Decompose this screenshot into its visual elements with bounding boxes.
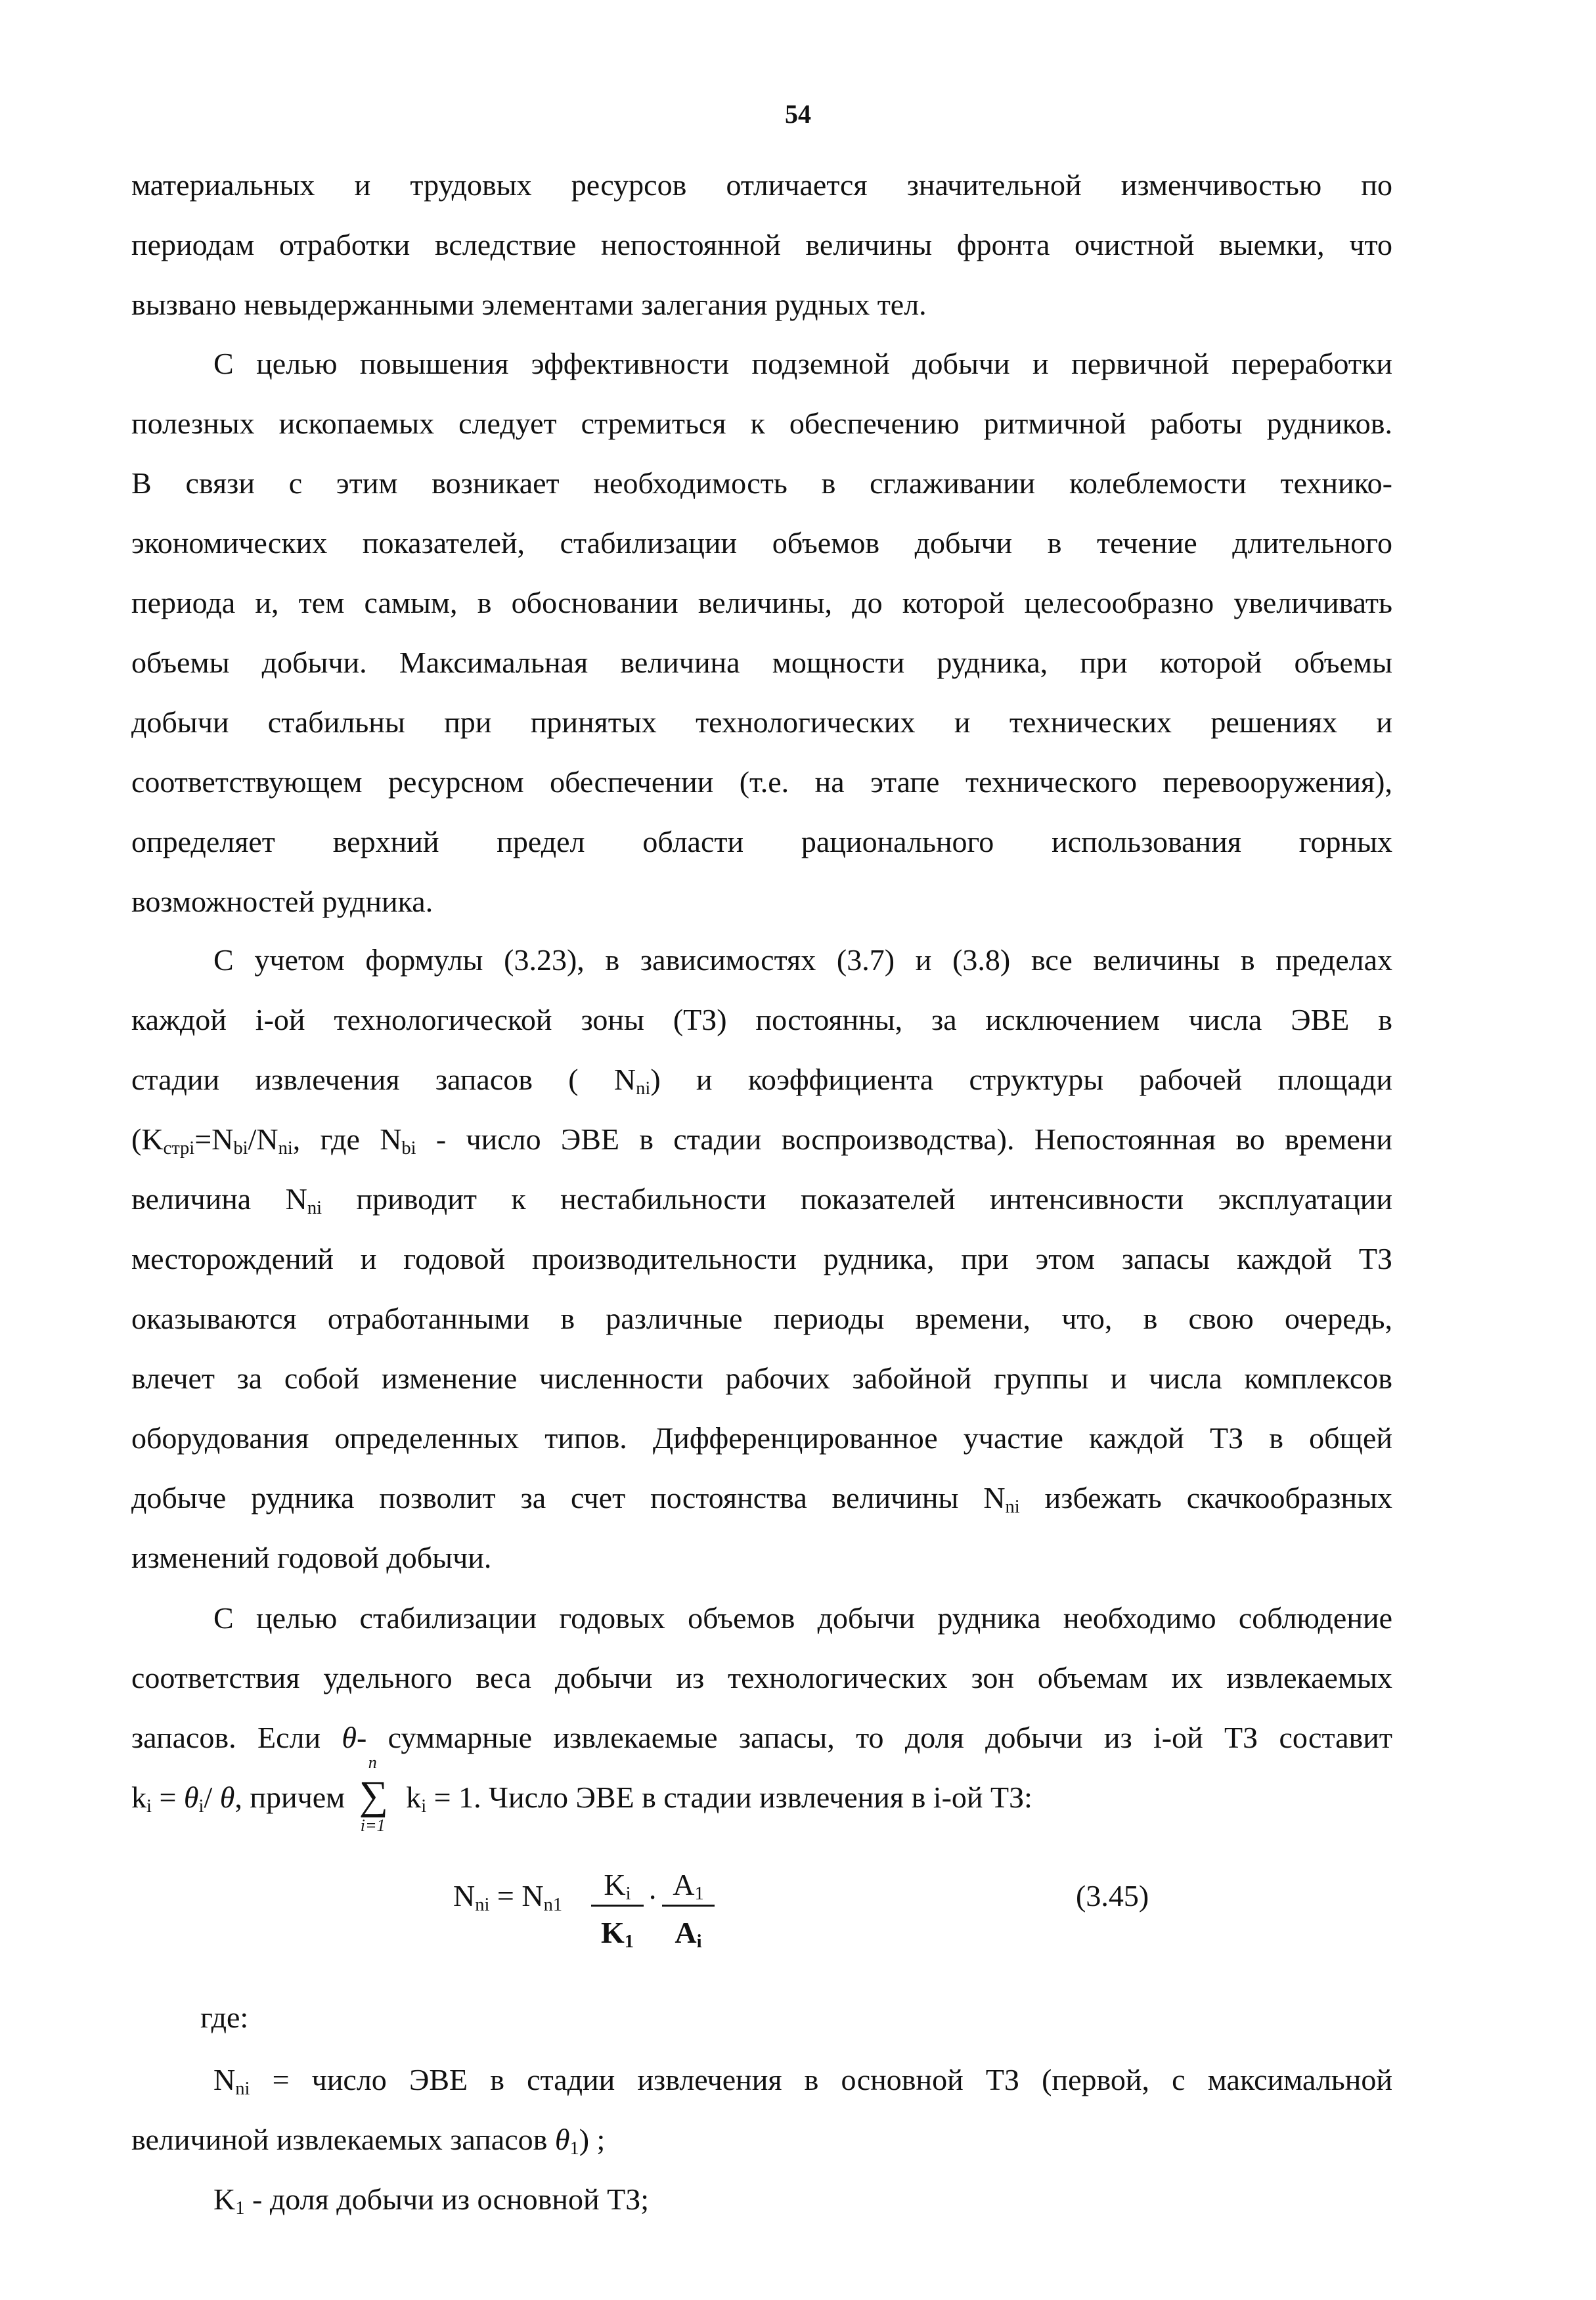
formula-3-45 — [453, 1865, 1241, 1983]
text-line: возможностей рудника. — [131, 885, 433, 918]
text-line: С целью стабилизации годовых объемов добычи рудника необходимо соблюдение — [213, 1601, 1392, 1635]
text-line: периодам отработки вследствие непостоянной величины фронта очистной выемки, что — [131, 228, 1392, 261]
fraction-a: $\frac{A_1}{A_i}$ — [662, 1865, 715, 1959]
page-number: 54 — [785, 99, 811, 129]
text-line: соответствующем ресурсном обеспечении (т.е. на этапе технического перевооружения), — [131, 765, 1392, 799]
text-line: каждой i-ой технологической зоны (ТЗ) постоянны, за исключением числа ЭВЕ в — [131, 1003, 1392, 1036]
text-line: С учетом формулы (3.23), в зависимостях (3.7) и (3.8) все величины в пределах — [213, 943, 1392, 977]
definitions — [131, 1987, 1392, 2229]
paragraph-2 — [131, 334, 1392, 931]
text-line: запасов. Если θ- суммарные извлекаемые запасы, то доля добычи из i-ой ТЗ составит — [131, 1721, 1392, 1754]
text-line: определяет верхний предел области рационального использования горных — [131, 825, 1392, 858]
text-line: $k_i = \theta_i/$ θ, причем n ∑ i=1 $k_i = 1$. Число ЭВЕ в стадии извлечения в i-ой ТЗ: — [131, 1753, 1032, 1836]
text-line: соответствия удельного веса добычи из технологических зон объемам их извлекаемых — [131, 1661, 1392, 1694]
text-line: добыче рудника позволит за счет постоянства величины $N_{ni}$ избежать скачкообразных — [131, 1481, 1392, 1518]
summation-sign: n ∑ i=1 — [359, 1753, 388, 1836]
text-line: полезных ископаемых следует стремиться к обеспечению ритмичной работы рудников. — [131, 407, 1392, 440]
definition-k1: $K_1$ - доля добычи из основной ТЗ; — [213, 2182, 650, 2219]
paragraph-3 — [131, 930, 1392, 1587]
text-line: оказываются отработанными в различные периоды времени, что, в свою очередь, — [131, 1302, 1392, 1335]
text-line: месторождений и годовой производительности рудника, при этом запасы каждой ТЗ — [131, 1242, 1392, 1275]
text-line: величина $N_{ni}$ приводит к нестабильности показателей интенсивности эксплуатации — [131, 1182, 1392, 1219]
text-line: влечет за собой изменение численности рабочих забойной группы и числа комплексов — [131, 1361, 1392, 1395]
where-label: где: — [200, 2001, 249, 2034]
text-line: ($K_{стрi}=N_{bi}/N_{ni}$, где $N_{bi}$ - число ЭВЕ в стадии воспроизводства). Непостоянная во времени — [131, 1122, 1392, 1159]
paragraph-4 — [131, 1588, 1392, 1836]
definition-n-n1-cont: величиной извлекаемых запасов $\theta_1$) ; — [131, 2123, 606, 2159]
text-line: объемы добычи. Максимальная величина мощности рудника, при которой объемы — [131, 646, 1392, 679]
text-line: периода и, тем самым, в обосновании величины, до которой целесообразно увеличивать — [131, 586, 1392, 619]
multiplication-dot: · — [648, 1880, 658, 1914]
text-line: В связи с этим возникает необходимость в сглаживании колеблемости технико- — [131, 466, 1392, 500]
text-line: вызвано невыдержанными элементами залегания рудных тел. — [131, 288, 927, 321]
text-line: добычи стабильны при принятых технологических и технических решениях и — [131, 705, 1392, 739]
fraction-k: $\frac{K_i}{K_1}$ — [591, 1865, 644, 1959]
definition-n-n1: $N_{ni}$ = число ЭВЕ в стадии извлечения в основной ТЗ (первой, с максимальной — [213, 2063, 1392, 2100]
paragraph-1 — [131, 155, 1392, 334]
text-line: стадии извлечения запасов ( $N_{ni}$) и коэффициента структуры рабочей площади — [131, 1063, 1392, 1099]
text-line: экономических показателей, стабилизации объемов добычи в течение длительного — [131, 526, 1392, 560]
formula-number: (3.45) — [1076, 1879, 1149, 1913]
formula-lhs: $N_{ni} = N_{n1}$ — [453, 1879, 563, 1916]
text-line: изменений годовой добычи. — [131, 1541, 492, 1574]
text-line: материальных и трудовых ресурсов отличается значительной изменчивостью по — [131, 168, 1392, 202]
text-line: С целью повышения эффективности подземной добычи и первичной переработки — [213, 347, 1392, 380]
text-line: оборудования определенных типов. Дифференцированное участие каждой ТЗ в общей — [131, 1421, 1392, 1455]
